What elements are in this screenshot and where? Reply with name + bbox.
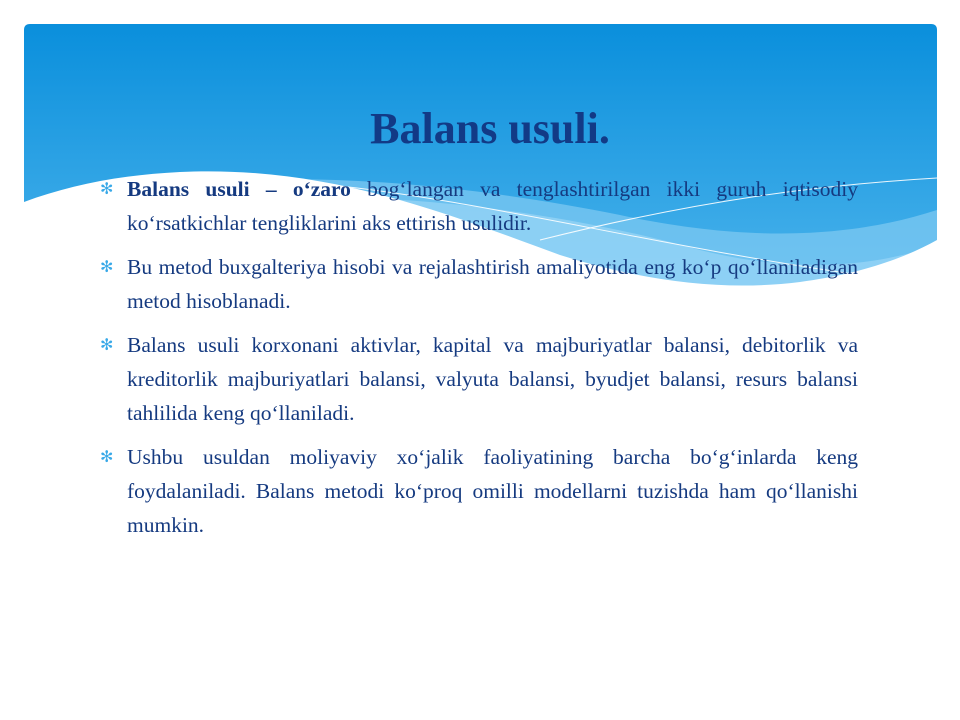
asterisk-icon: ✻ (100, 447, 114, 466)
bullet-item (100, 440, 858, 542)
bullet-text: Bu metod buxgalteriya hisobi va rejalashtirish amaliyotida eng ko‘p qo‘llaniladigan metod hisoblanadi. (127, 255, 858, 313)
bullet-item (100, 328, 858, 430)
bullet-text: Balans usuli korxonani aktivlar, kapital va majburiyatlar balansi, debitorlik va kreditorlik majburiyatlari balansi, valyuta balansi, byudjet balansi, resurs balansi tahlilida keng qo‘llaniladi. (127, 333, 858, 425)
bullet-text: Ushbu usuldan moliyaviy xo‘jalik faoliyatining barcha bo‘g‘inlarda keng foydalaniladi. Balans metodi ko‘proq omilli modellarni tuzishda ham qo‘llanishi mumkin. (127, 445, 858, 537)
bullet-text: bog‘langan va tenglashtirilgan ikki guruh iqtisodiy ko‘rsatkichlar tengliklarini aks ettirish usulidir. (127, 177, 858, 235)
bullet-bold-text: Balans usuli – o‘zaro (127, 177, 351, 201)
bullet-item (100, 250, 858, 318)
bullet-item (100, 172, 858, 240)
asterisk-icon: ✻ (100, 257, 114, 276)
bullet-list (100, 172, 858, 552)
slide-title: Balans usuli. (370, 104, 610, 153)
asterisk-icon: ✻ (100, 179, 114, 198)
asterisk-icon: ✻ (100, 335, 114, 354)
